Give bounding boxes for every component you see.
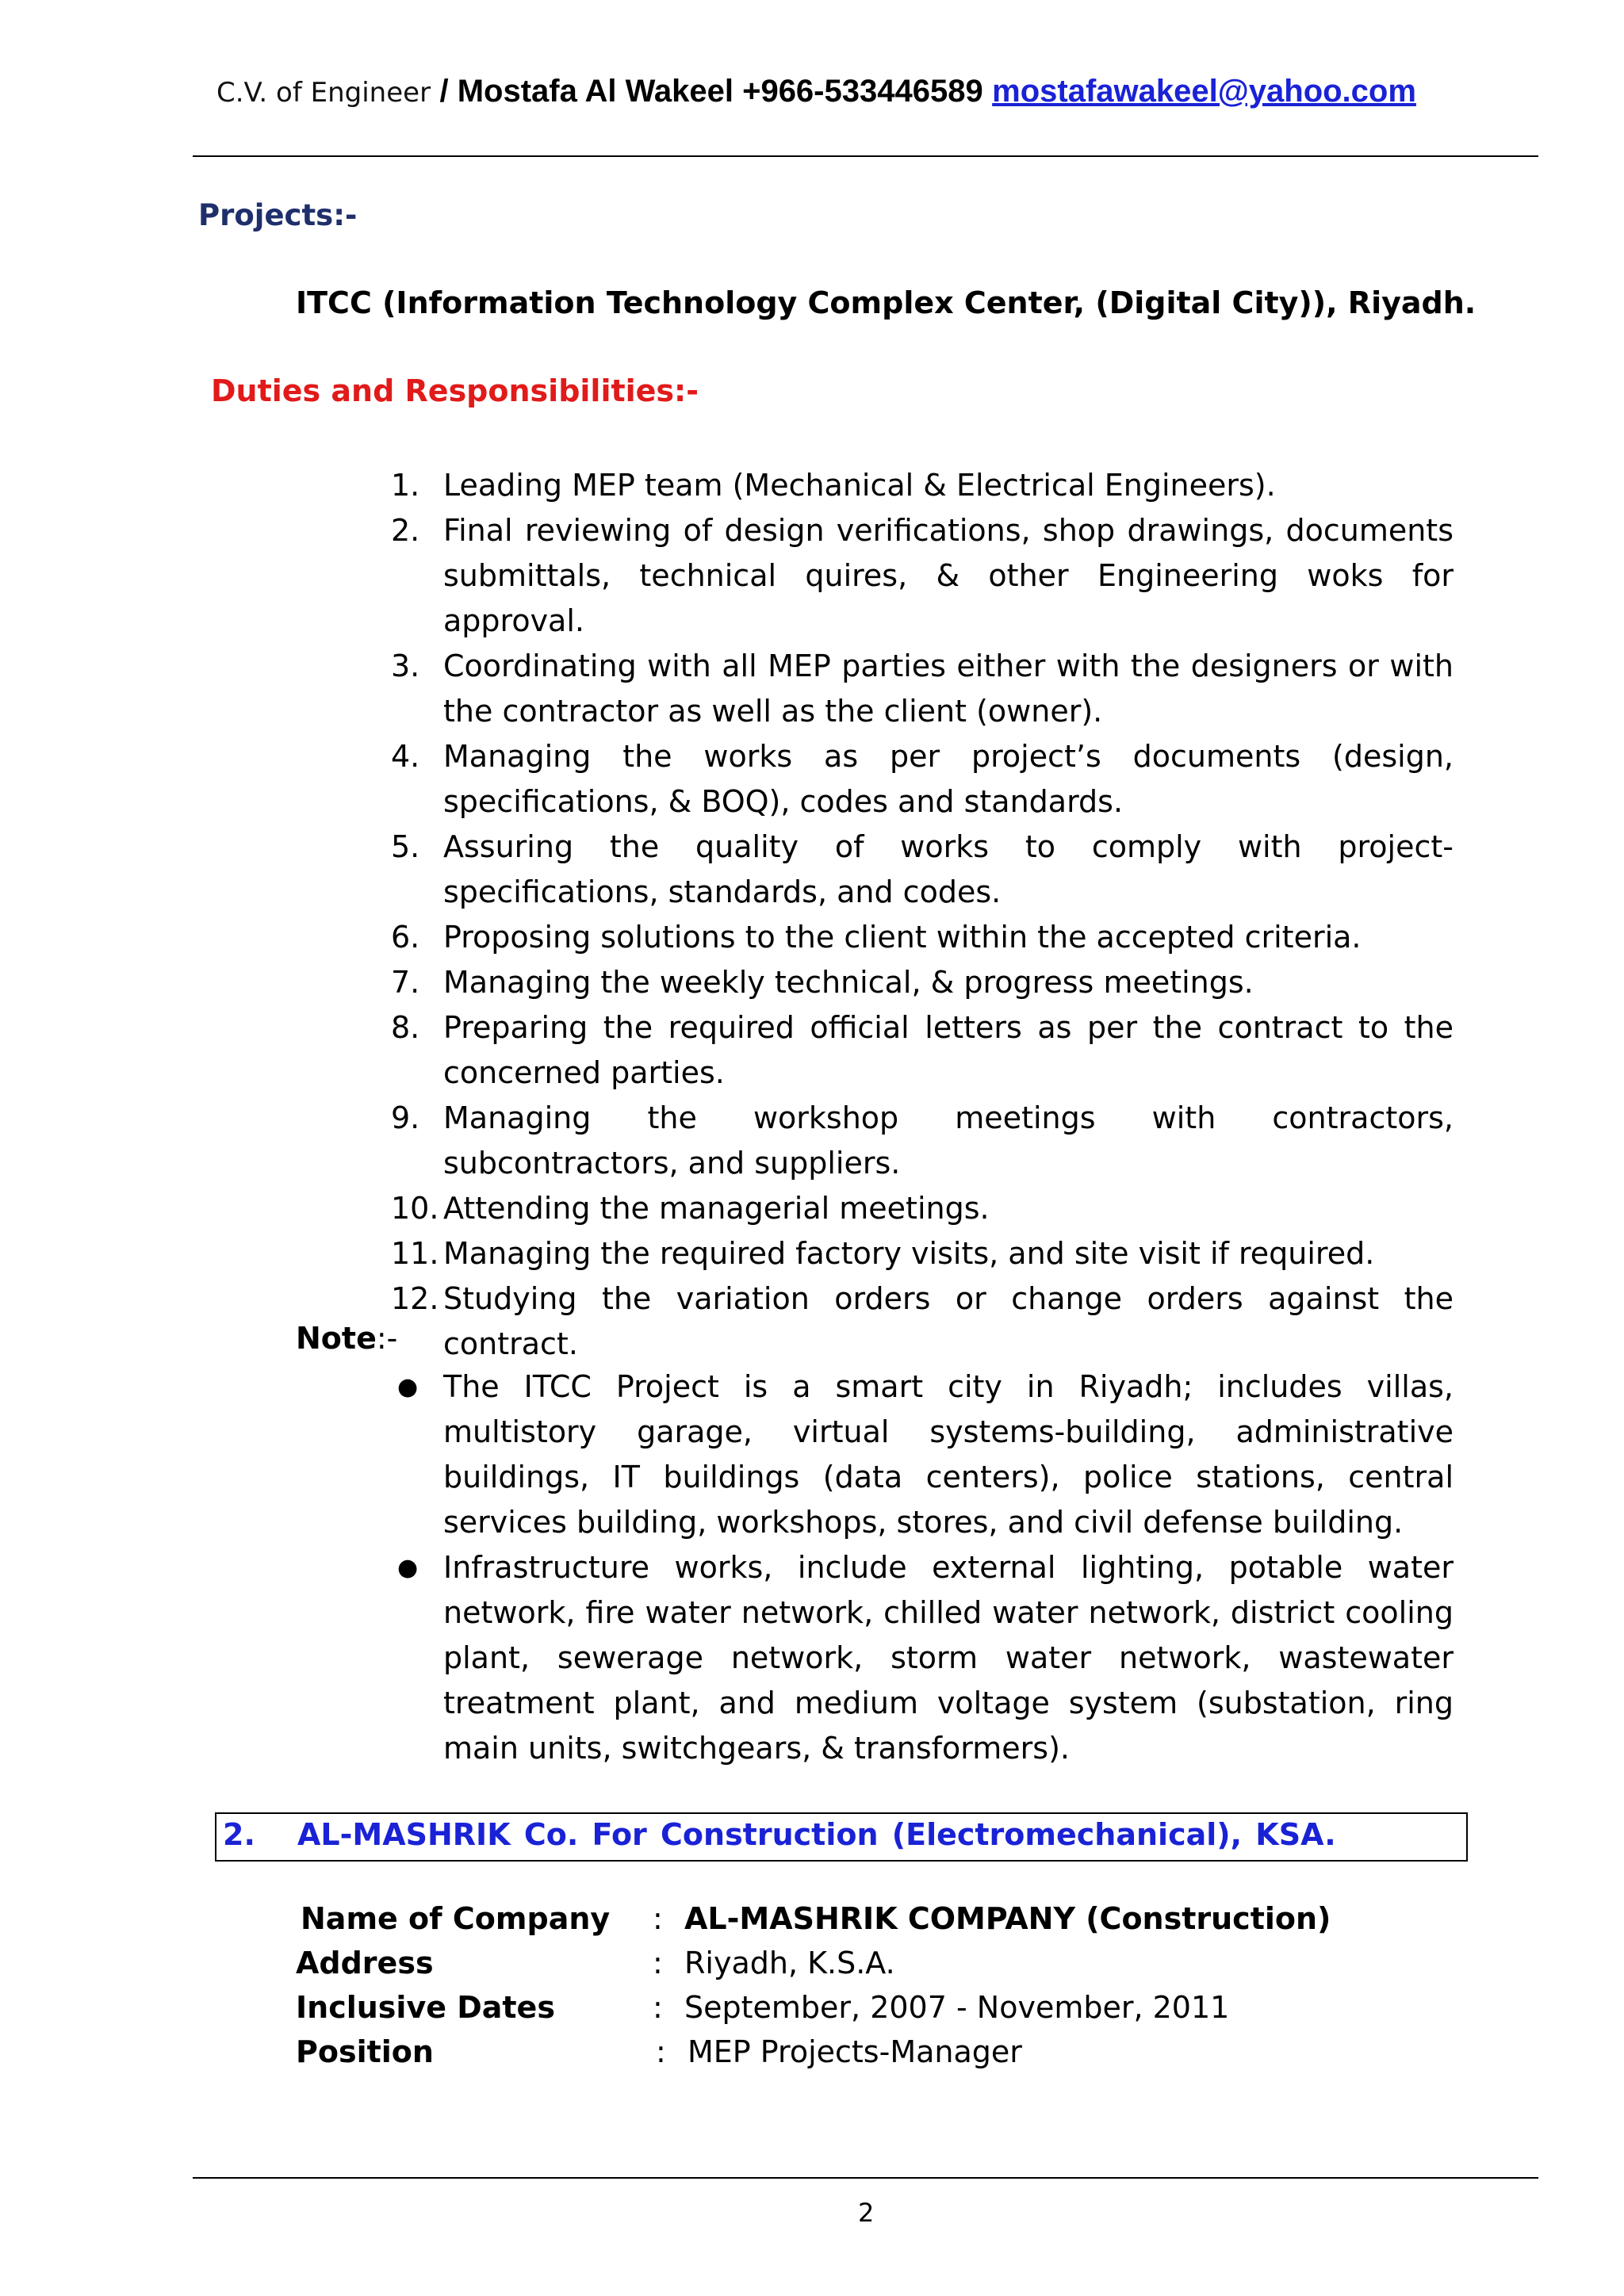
item-number: 4. xyxy=(391,739,420,774)
item-number: 5. xyxy=(391,829,420,864)
info-colon: : xyxy=(653,1990,663,2025)
item-text: Attending the managerial meetings. xyxy=(443,1191,990,1226)
list-item xyxy=(391,1276,1454,1367)
footer-divider xyxy=(193,2177,1538,2179)
list-item xyxy=(391,1231,1454,1276)
item-text: Managing the workshop meetings with contractors, subcontractors, and suppliers. xyxy=(443,1100,1454,1181)
item-number: 9. xyxy=(391,1100,420,1135)
list-item xyxy=(391,915,1454,960)
header-name-phone: / Mostafa Al Wakeel +966-533446589 xyxy=(439,74,983,109)
note-text: Infrastructure works, include external lighting, potable water network, fire water network, chilled water network, district cooling plant, sewerage network, storm water network, wastewater treatment plant, and medium voltage system (substation, ring main units, switchgears, & transformers). xyxy=(443,1550,1454,1766)
header-email-link[interactable]: mostafawakeel@yahoo.com xyxy=(992,74,1416,109)
duties-list xyxy=(391,463,1454,1367)
company-heading: AL-MASHRIK Co. For Construction (Electromechanical), KSA. xyxy=(297,1817,1336,1852)
list-item xyxy=(391,463,1454,508)
info-value: AL-MASHRIK COMPANY (Construction) xyxy=(684,1901,1331,1936)
item-text: Preparing the required official letters as per the contract to the concerned parties. xyxy=(443,1010,1454,1090)
item-number: 7. xyxy=(391,965,420,1000)
item-number: 10. xyxy=(391,1191,439,1226)
info-value: September, 2007 - November, 2011 xyxy=(684,1990,1230,2025)
list-item xyxy=(391,825,1454,915)
note-label-suffix: :- xyxy=(376,1321,398,1356)
page-header xyxy=(216,71,1416,113)
item-number: 2. xyxy=(391,513,420,548)
duties-heading: Duties and Responsibilities:- xyxy=(211,373,699,408)
info-colon: : xyxy=(656,2034,666,2069)
info-label: Address xyxy=(296,1946,434,1980)
company-heading-box xyxy=(215,1812,1468,1862)
item-number: 11. xyxy=(391,1236,439,1271)
info-colon: : xyxy=(653,1946,663,1980)
list-item xyxy=(391,1096,1454,1186)
item-number: 12. xyxy=(391,1281,439,1316)
header-prefix: C.V. of Engineer xyxy=(216,77,431,109)
list-item xyxy=(391,1005,1454,1096)
info-label: Position xyxy=(296,2034,434,2069)
item-text: Managing the required factory visits, and site visit if required. xyxy=(443,1236,1375,1271)
note-label xyxy=(296,1321,397,1356)
list-item xyxy=(391,1545,1454,1771)
item-text: Assuring the quality of works to comply with project-specifications, standards, and codes. xyxy=(443,829,1454,909)
info-value: MEP Projects-Manager xyxy=(688,2034,1022,2069)
item-text: Coordinating with all MEP parties either with the designers or with the contractor as well as the client (owner). xyxy=(443,649,1454,729)
item-number: 1. xyxy=(391,468,420,503)
bullet-icon: ● xyxy=(397,1373,419,1401)
list-item xyxy=(391,644,1454,734)
bullet-icon: ● xyxy=(397,1554,419,1582)
info-label: Name of Company xyxy=(301,1901,611,1936)
info-label: Inclusive Dates xyxy=(296,1990,555,2025)
item-number: 8. xyxy=(391,1010,420,1045)
item-text: Managing the weekly technical, & progress meetings. xyxy=(443,965,1254,1000)
info-colon: : xyxy=(653,1901,663,1936)
header-divider xyxy=(193,155,1538,157)
item-text: Leading MEP team (Mechanical & Electrical Engineers). xyxy=(443,468,1276,503)
item-number: 6. xyxy=(391,920,420,955)
project-title: ITCC (Information Technology Complex Center, (Digital City)), Riyadh. xyxy=(296,285,1477,320)
list-item xyxy=(391,734,1454,825)
item-text: Studying the variation orders or change orders against the contract. xyxy=(443,1281,1454,1361)
company-number: 2. xyxy=(223,1817,255,1852)
info-value: Riyadh, K.S.A. xyxy=(684,1946,895,1980)
projects-heading: Projects:- xyxy=(198,198,358,232)
item-text: Final reviewing of design verifications, shop drawings, documents submittals, technical quires, & other Engineering woks for approval. xyxy=(443,513,1454,638)
note-label-text: Note xyxy=(296,1321,377,1356)
list-item xyxy=(391,508,1454,644)
item-text: Proposing solutions to the client within the accepted criteria. xyxy=(443,920,1362,955)
page-number: 2 xyxy=(858,2198,875,2228)
notes-list xyxy=(391,1364,1454,1771)
list-item xyxy=(391,1186,1454,1231)
item-text: Managing the works as per project’s documents (design, specifications, & BOQ), codes and standards. xyxy=(443,739,1454,819)
list-item xyxy=(391,1364,1454,1545)
item-number: 3. xyxy=(391,649,420,683)
note-text: The ITCC Project is a smart city in Riyadh; includes villas, multistory garage, virtual systems-building, administrative buildings, IT buildings (data centers), police stations, central services building, workshops, stores, and civil defense building. xyxy=(443,1369,1454,1540)
list-item xyxy=(391,960,1454,1005)
